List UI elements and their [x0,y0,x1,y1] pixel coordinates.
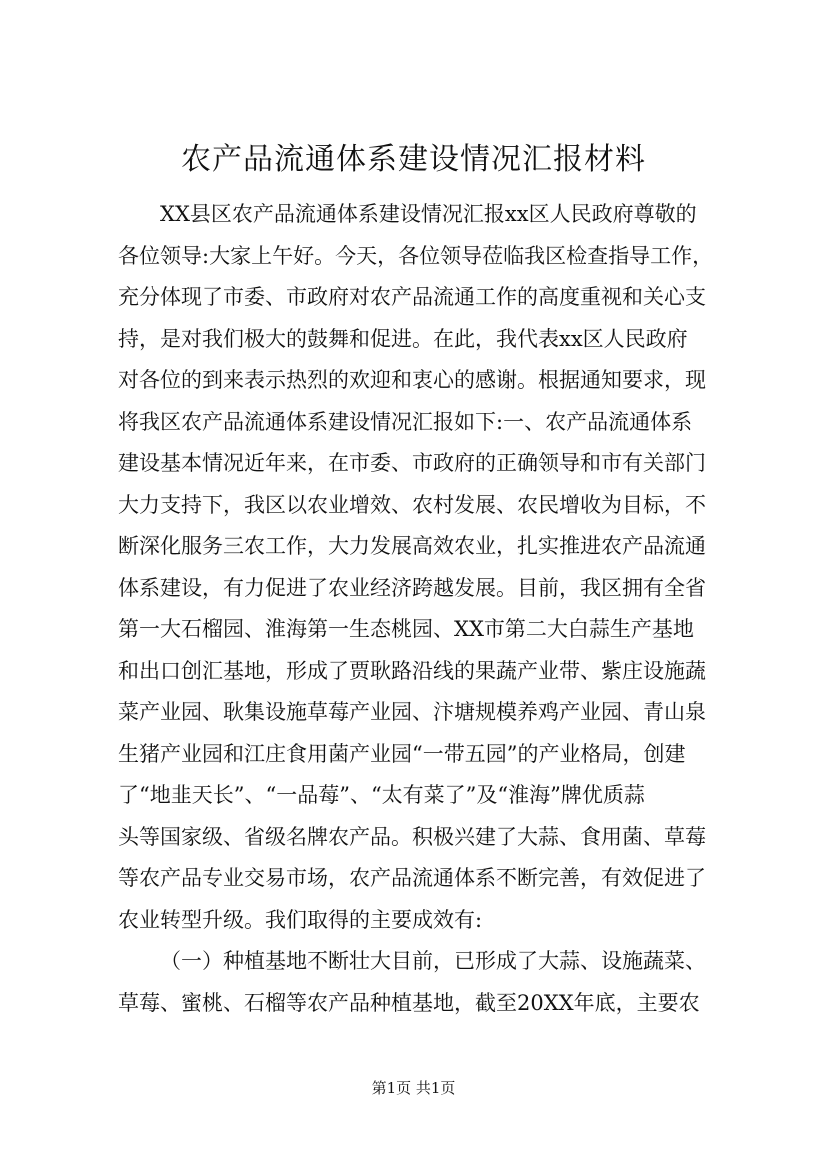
body-line: 体系建设，有力促进了农业经济跨越发展。目前，我区拥有全省 [118,575,706,600]
body-line: 断深化服务三农工作，大力发展高效农业，扎实推进农产品流通 [118,534,706,558]
body-line: XX县区农产品流通体系建设情况汇报xx区人民政府尊敬的 [160,202,697,226]
body-line: 对各位的到来表示热烈的欢迎和衷心的感谢。根据通知要求，现 [118,368,706,392]
body-line: 持，是对我们极大的鼓舞和促进。在此，我代表xx区人民政府 [118,326,688,351]
document-body [118,194,738,1024]
body-line: 大力支持下，我区以农业增效、农村发展、农民增收为目标，不 [118,492,706,517]
body-line: 头等国家级、省级名牌农产品。积极兴建了大蒜、食用菌、草莓 [118,824,706,849]
body-line: 各位领导:大家上午好。今天，各位领导莅临我区检查指导工作， [118,243,714,268]
body-line: 充分体现了市委、市政府对农产品流通工作的高度重视和关心支 [118,285,706,309]
body-line: 农业转型升级。我们取得的主要成效有: [118,907,483,932]
document-title: 农产品流通体系建设情况汇报材料 [181,142,646,177]
body-line: 第一大石榴园、淮海第一生态桃园、XX市第二大白蒜生产基地 [118,617,694,641]
body-line: 菜产业园、耿集设施草莓产业园、汴塘规模养鸡产业园、青山泉 [118,700,706,724]
body-line: 生猪产业园和江庄食用菌产业园“一带五园”的产业格局，创建 [118,741,686,766]
body-line: 和出口创汇基地，形成了贾耿路沿线的果蔬产业带、紫庄设施蔬 [118,658,706,683]
body-line: 草莓、蜜桃、石榴等农产品种植基地，截至20XX年底，主要农 [118,990,700,1015]
page-number-footer: 第1页 共1页 [371,1079,456,1097]
body-line: 等农产品专业交易市场，农产品流通体系不断完善，有效促进了 [118,866,706,890]
body-line: 建设基本情况近年来，在市委、市政府的正确领导和市有关部门 [118,451,706,475]
body-line: 将我区农产品流通体系建设情况汇报如下:一、农产品流通体系 [118,409,693,434]
body-line: 了“地韭天长”、“一品莓”、“太有菜了”及“淮海”牌优质蒜 [118,783,645,807]
body-line: （一）种植基地不断壮大目前，已形成了大蒜、设施蔬菜、 [160,949,706,973]
